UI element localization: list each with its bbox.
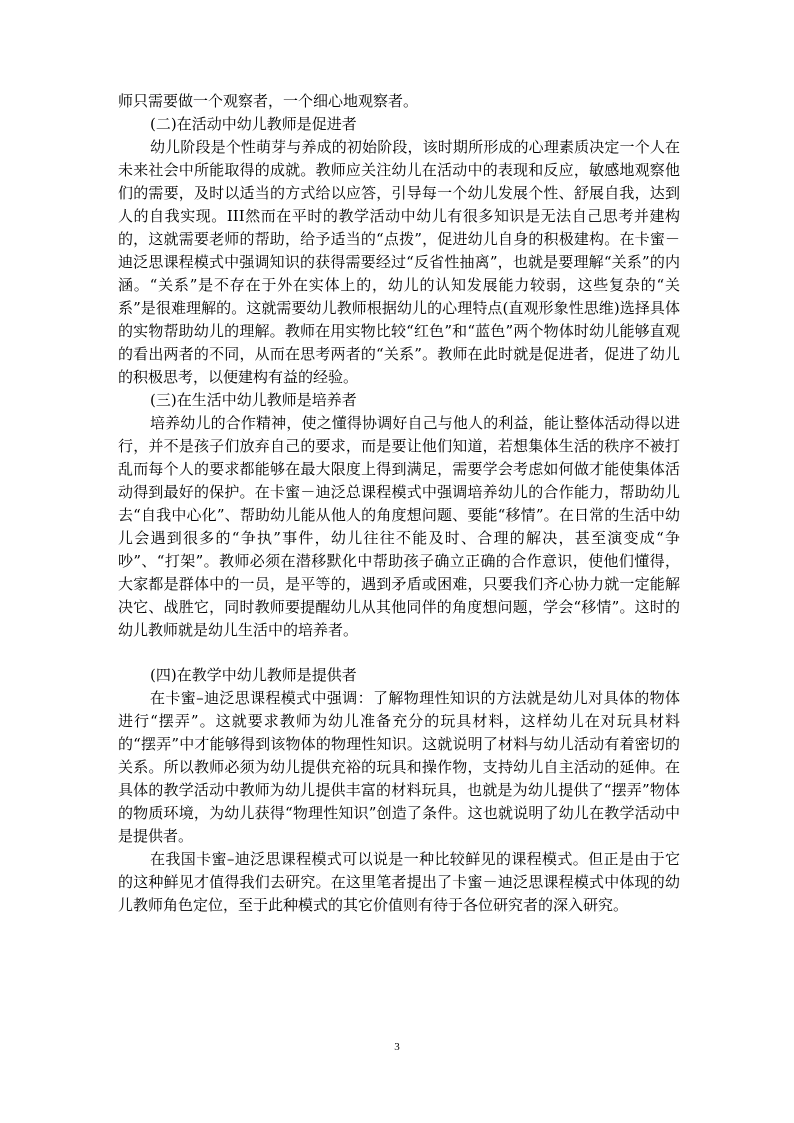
document-body bbox=[118, 90, 680, 917]
section-heading-promoter: (二)在活动中幼儿教师是促进者 bbox=[150, 115, 357, 133]
page-number: 3 bbox=[394, 1041, 400, 1053]
paragraph-provider: 在卡蜜–迪泛思课程模式中强调：了解物理性知识的方法就是幼儿对具体的物体进行“摆弄”。这就要求教师为幼儿准备充分的玩具材料，这样幼儿在对玩具材料的“摆弄”中才能够得到该物体的物理性知识。这就说明了材料与幼儿活动有着密切的关系。所以教师必须为幼儿提供充裕的玩具和操作物，支持幼儿自主活动的延伸。在具体的教学活动中教师为幼儿提供丰富的材料玩具，也就是为幼儿提供了“摆弄”物体的物质环境，为幼儿获得“物理性知识”创造了条件。这也就说明了幼儿在教学活动中是提供者。 bbox=[118, 689, 680, 845]
opening-line: 师只需要做一个观察者，一个细心地观察者。 bbox=[118, 92, 419, 110]
section-spacer bbox=[118, 642, 680, 664]
paragraph-conclusion: 在我国卡蜜–迪泛思课程模式可以说是一种比较鲜见的课程模式。但正是由于它的这种鲜见才值得我们去研究。在这里笔者提出了卡蜜－迪泛思课程模式中体现的幼儿教师角色定位，至于此种模式的其它价值则有待于各位研究者的深入研究。 bbox=[118, 850, 680, 914]
paragraph-promoter: 幼儿阶段是个性萌芽与养成的初始阶段，该时期所形成的心理素质决定一个人在未来社会中所能取得的成就。教师应关注幼儿在活动中的表现和反应，敏感地观察他们的需要，及时以适当的方式给以应答，引导每一个幼儿发展个性、舒展自我，达到人的自我实现。III然而在平时的教学活动中幼儿有很多知识是无法自己思考并建构的，这就需要老师的帮助，给予适当的“点拨”，促进幼儿自身的积极建构。在卡蜜－迪泛思课程模式中强调知识的获得需要经过“反省性抽离”，也就是要理解“关系”的内涵。“关系”是不存在于外在实体上的，幼儿的认知发展能力较弱，这些复杂的“关系”是很难理解的。这就需要幼儿教师根据幼儿的心理特点(直观形象性思维)选择具体的实物帮助幼儿的理解。教师在用实物比较“红色”和“蓝色”两个物体时幼儿能够直观的看出两者的不同，从而在思考两者的“关系”。教师在此时就是促进者，促进了幼儿的积极思考，以便建构有益的经验。 bbox=[118, 138, 680, 386]
section-heading-provider: (四)在教学中幼儿教师是提供者 bbox=[150, 666, 357, 684]
section-heading-cultivator: (三)在生活中幼儿教师是培养者 bbox=[150, 391, 357, 409]
paragraph-cultivator: 培养幼儿的合作精神，使之懂得协调好自己与他人的利益，能让整体活动得以进行，并不是孩子们放弃自己的要求，而是要让他们知道，若想集体生活的秩序不被打乱而每个人的要求都能够在最大限度上得到满足，需要学会考虑如何做才能使集体活动得到最好的保护。在卡蜜－迪泛总课程模式中强调培养幼儿的合作能力，帮助幼儿去“自我中心化”、帮助幼儿能从他人的角度想问题、要能“移情”。在日常的生活中幼儿会遇到很多的“争执”事件，幼儿往往不能及时、合理的解决，甚至演变成“争吵”、“打架”。教师必须在潜移默化中帮助孩子确立正确的合作意识，使他们懂得，大家都是群体中的一员，是平等的，遇到矛盾或困难，只要我们齐心协力就一定能解决它、战胜它，同时教师要提醒幼儿从其他同伴的角度想问题，学会“移情”。这时的幼儿教师就是幼儿生活中的培养者。 bbox=[118, 414, 680, 639]
